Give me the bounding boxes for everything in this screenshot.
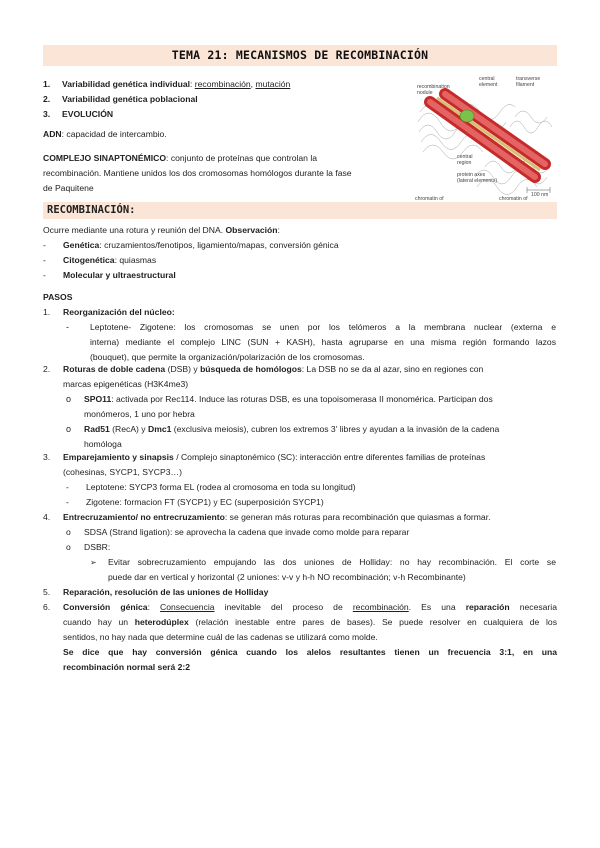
paso-2-rad51: Rad51 (RecA) y Dmc1 (exclusiva meiosis), cubren los extremos 3' libres y ayudan a la invasión de la cadena homóloga	[84, 424, 500, 449]
paso-1-detail: Leptotene- Zigotene: los cromosomas se unen por los telómeros a la membrana nuclear (externa e interna) mediante el complejo LINC (SUN + KASH), hasta agruparse en una misma región formando lazos (bouquet), que permite la organización/polarización de los cromosomas.	[90, 322, 556, 362]
label-protein-axes: protein axes (lateral elements)	[457, 172, 498, 184]
label-chromatin-paternal: chromatin of	[415, 196, 444, 202]
intro-item-1: 1. Variabilidad genética individual: recombinación, mutación	[43, 79, 291, 89]
label-transverse-filament: transverse filament	[516, 76, 541, 88]
label-central-region: central region	[457, 154, 473, 166]
chromosome-axes-icon	[430, 94, 545, 177]
label-recombination-nodule: recombination nodule	[417, 84, 450, 96]
pasos-heading: PASOS	[43, 292, 73, 302]
title-bar	[43, 45, 557, 66]
intro-item-2: 2. Variabilidad genética poblacional	[43, 94, 198, 104]
section-bar	[43, 202, 557, 219]
paso-2: 2. Roturas de doble cadena (DSB) y búsqueda de homólogos: La DSB no se da al azar, sino en regiones con marcas epigenéticas (H3K4me3)	[43, 364, 484, 389]
section-heading: RECOMBINACIÓN:	[47, 204, 136, 216]
intro-list	[43, 77, 403, 122]
link-recombinacion: recombinación	[194, 79, 251, 89]
page-title: TEMA 21: MECANISMOS DE RECOMBINACIÓN	[171, 48, 429, 62]
adn-definition: ADN: capacidad de intercambio.	[43, 129, 167, 139]
link-mutacion: mutación	[255, 79, 291, 89]
paso-4-holliday: Evitar sobrecruzamiento empujando las dos uniones de Holliday: no hay recombinación. El corte se puede dar en vertical y horizontal (2 uniones: v-v y h-h NO recombinación; v-h Recombinante)	[108, 557, 556, 582]
paso-3: 3. Emparejamiento y sinapsis / Complejo sinaptonémico (SC): interacción entre diferentes familias de proteínas (cohesinas, SYCP1, SYCP3…)	[43, 452, 486, 477]
label-central-element: central element	[479, 76, 498, 88]
synaptonemal-complex-figure	[415, 72, 560, 214]
complejo-definition: COMPLEJO SINAPTONÉMICO: conjunto de proteínas que controlan la recombinación. Mantiene unidos los dos cromosomas homólogos durante la fase de Paquitene	[43, 153, 352, 193]
label-chromatin-maternal: chromatin of	[499, 196, 528, 202]
arrow-bullet-icon: ➢	[90, 558, 97, 567]
paso-2-spo11: SPO11: activada por Rec114. Induce las roturas DSB, es una topoisomerasa II monomérica. Participan dos monómeros, 1 uno por hebra	[84, 394, 493, 419]
label-scale: 100 nm	[531, 192, 549, 198]
recomb-intro: Ocurre mediante una rotura y reunión del DNA. Observación:	[43, 225, 280, 235]
intro-item-3: 3. EVOLUCIÓN	[43, 109, 114, 119]
paso-6: 6. Conversión génica: Consecuencia inevitable del proceso de recombinación. Es una reparación necesaria cuando hay un heterodúplex (relación inestable entre pares de bases). Se puede resolver en cualquiera de los sentidos, no hay nada que determine cuál de las cadenas se utilizará como molde. Se dice que hay conversión génica cuando los alelos resultantes tienen un frecuencia 3:1, en una recombinación normal será 2:2	[43, 602, 557, 672]
